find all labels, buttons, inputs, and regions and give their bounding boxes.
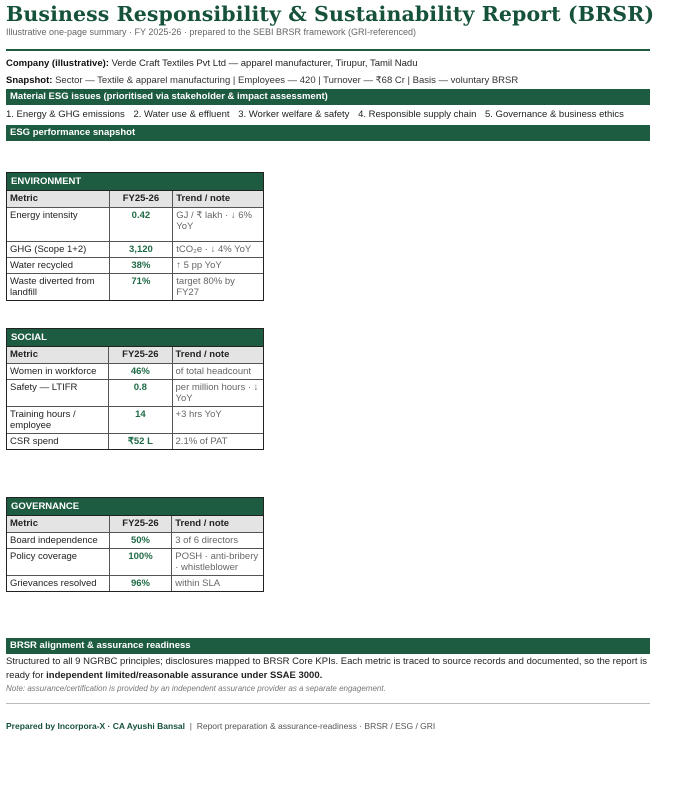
metric-cell: CSR spend [7,434,109,450]
alignment-body-bold: independent limited/reasonable assurance under SSAE 3000. [46,670,323,681]
snapshot-line [6,75,650,86]
col-metric: Metric [7,516,109,533]
metric-cell: Water recycled [7,258,109,274]
note-cell: ↑ 5 pp YoY [173,258,263,274]
note-cell: tCO₂e · ↓ 4% YoY [173,242,263,258]
issue-item: 4. Responsible supply chain [358,109,477,120]
issue-item: 3. Worker welfare & safety [238,109,350,120]
metric-cell: Safety — LTIFR [7,380,109,407]
header-rule [6,49,650,51]
note-cell: per million hours · ↓ YoY [172,380,263,407]
col-metric: Metric [7,191,109,208]
alignment-text [6,655,650,683]
company-line [6,58,650,69]
table-row [7,380,263,407]
value-cell: ₹52 L [109,434,172,450]
issue-item: 5. Governance & business ethics [485,109,624,120]
col-note: Trend / note [172,516,263,533]
metric-cell: Grievances resolved [7,576,109,592]
col-value: FY25-26 [109,191,173,208]
value-cell: 100% [109,549,172,576]
footer-description: Report preparation & assurance-readiness · BRSR / ESG / GRI [196,721,436,731]
issue-item: 1. Energy & GHG emissions [6,109,125,120]
material-issues-list [6,109,650,120]
note-cell: 3 of 6 directors [172,533,263,549]
note-cell: target 80% by FY27 [173,274,263,301]
footer [6,721,435,731]
assurance-note: Note: assurance/certification is provided by an independent assurance provider as a separate engagement. [6,684,386,693]
value-cell: 96% [109,576,172,592]
value-cell: 46% [109,364,172,380]
value-cell: 38% [109,258,173,274]
governance-table [7,516,263,591]
col-value: FY25-26 [109,516,172,533]
value-cell: 50% [109,533,172,549]
issue-item: 2. Water use & effluent [133,109,230,120]
value-cell: 3,120 [109,242,173,258]
note-cell: +3 hrs YoY [172,407,263,434]
table-row [7,274,263,301]
table-row [7,242,263,258]
alignment-body: Structured to all 9 NGRBC principles; disclosures mapped to BRSR Core KPIs. Each metric is traced to source records and documented, so the report is ready for [6,656,648,681]
table-header-row [7,516,263,533]
col-value: FY25-26 [109,347,172,364]
note-cell: of total headcount [172,364,263,380]
table-row [7,533,263,549]
table-row [7,258,263,274]
col-note: Trend / note [173,191,263,208]
environment-table [7,191,263,300]
snapshot-label: Snapshot: [6,75,53,86]
metric-cell: Women in workforce [7,364,109,380]
company-value: Verde Craft Textiles Pvt Ltd — apparel manufacturer, Tirupur, Tamil Nadu [111,58,418,69]
metric-cell: Waste diverted from landfill [7,274,109,301]
col-metric: Metric [7,347,109,364]
footer-prepared-by: Prepared by Incorpora-X · CA Ayushi Bansal [6,721,186,731]
value-cell: 14 [109,407,172,434]
metric-cell: Board independence [7,533,109,549]
table-row [7,576,263,592]
snapshot-value: Sector — Textile & apparel manufacturing | Employees — 420 | Turnover — ₹68 Cr | Basis — voluntary BRSR [55,75,519,86]
value-cell: 0.42 [109,208,173,242]
note-cell: within SLA [172,576,263,592]
metric-cell: Policy coverage [7,549,109,576]
note-cell: GJ / ₹ lakh · ↓ 6% YoY [173,208,263,242]
table-row [7,434,263,450]
company-label: Company (illustrative): [6,58,109,69]
table-row [7,364,263,380]
environment-heading: ENVIRONMENT [7,173,263,191]
performance-heading: ESG performance snapshot [6,125,650,141]
report-title: Business Responsibility & Sustainability Report (BRSR) [6,2,655,26]
report-page [6,0,655,141]
table-row [7,407,263,434]
metric-cell: Training hours / employee [7,407,109,434]
governance-heading: GOVERNANCE [7,498,263,516]
social-heading: SOCIAL [7,329,263,347]
col-note: Trend / note [172,347,263,364]
metric-cell: GHG (Scope 1+2) [7,242,109,258]
alignment-heading: BRSR alignment & assurance readiness [6,638,650,654]
metric-cell: Energy intensity [7,208,109,242]
note-cell: 2.1% of PAT [172,434,263,450]
environment-block [6,172,264,301]
table-header-row [7,191,263,208]
note-cell: POSH · anti-bribery · whistleblower [172,549,263,576]
table-header-row [7,347,263,364]
footer-separator: | [189,721,192,731]
footer-rule [6,703,650,704]
value-cell: 0.8 [109,380,172,407]
table-row [7,549,263,576]
table-row [7,208,263,242]
governance-block [6,497,264,592]
social-block [6,328,264,450]
report-subtitle: Illustrative one-page summary · FY 2025-26 · prepared to the SEBI BRSR framework (GRI-referenced) [6,27,417,37]
social-table [7,347,263,449]
material-issues-heading: Material ESG issues (prioritised via stakeholder & impact assessment) [6,89,650,105]
value-cell: 71% [109,274,173,301]
